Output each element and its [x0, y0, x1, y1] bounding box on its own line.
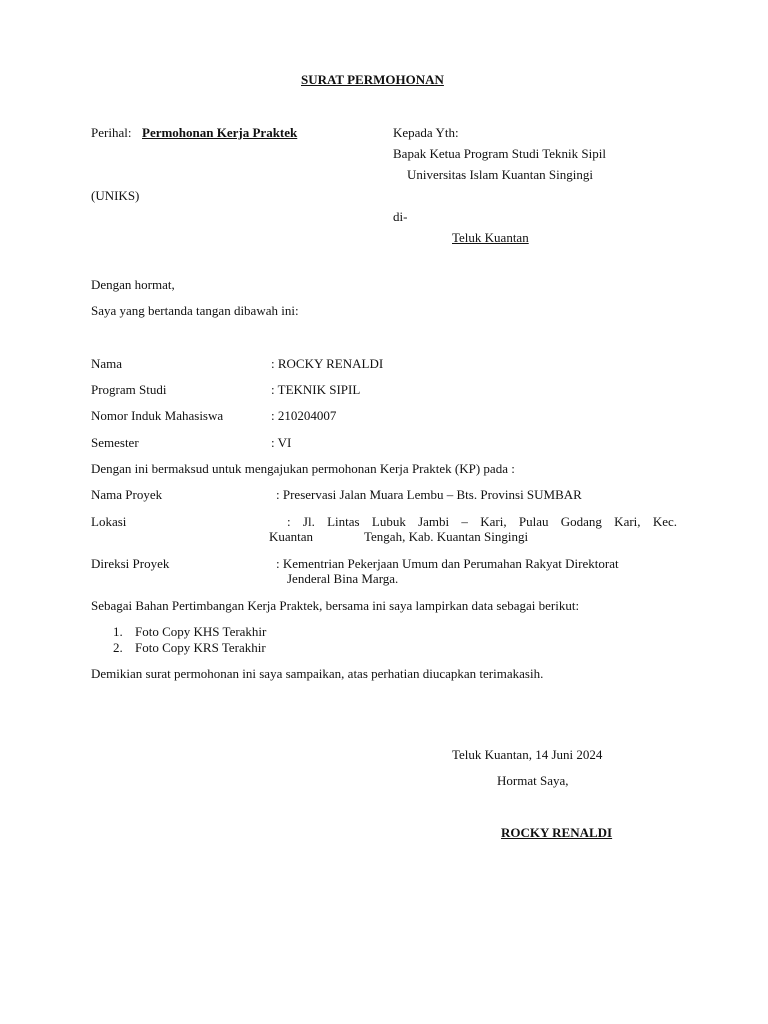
project-location-line-2b: Tengah, Kab. Kuantan Singingi	[364, 529, 529, 544]
signature-name: ROCKY RENALDI	[501, 825, 613, 840]
project-location-line-2a: Kuantan	[269, 529, 314, 544]
signature-respect: Hormat Saya,	[497, 773, 569, 788]
salutation: Dengan hormat,	[91, 277, 175, 292]
perihal-value: Permohonan Kerja Praktek	[142, 125, 298, 140]
signature-place-date: Teluk Kuantan, 14 Juni 2024	[452, 747, 603, 762]
purpose-text: Dengan ini bermaksud untuk mengajukan permohonan Kerja Praktek (KP) pada :	[91, 461, 515, 476]
attachments-intro: Sebagai Bahan Pertimbangan Kerja Praktek, bersama ini saya lampirkan data sebagai berikut:	[91, 598, 580, 613]
identity-value-nim: : 210204007	[271, 408, 337, 423]
recipient-greeting: Kepada Yth:	[393, 125, 459, 140]
identity-value-semester: : VI	[271, 435, 292, 450]
recipient-line-3: (UNIKS)	[91, 188, 140, 203]
attachment-text: Foto Copy KHS Terakhir	[135, 624, 267, 639]
project-location-label: Lokasi	[91, 514, 127, 529]
identity-label-program: Program Studi	[91, 382, 167, 397]
letter-title: SURAT PERMOHONAN	[301, 72, 444, 87]
closing-text: Demikian surat permohonan ini saya sampaikan, atas perhatian diucapkan terimakasih.	[91, 666, 544, 681]
recipient-place: Teluk Kuantan	[452, 230, 529, 245]
identity-label-name: Nama	[91, 356, 123, 371]
identity-value-program: : TEKNIK SIPIL	[271, 382, 361, 397]
project-name-label: Nama Proyek	[91, 487, 163, 502]
recipient-line-1: Bapak Ketua Program Studi Teknik Sipil	[393, 146, 606, 161]
project-direction-label: Direksi Proyek	[91, 556, 170, 571]
project-direction-line-2: Jenderal Bina Marga.	[287, 571, 399, 586]
attachment-text: Foto Copy KRS Terakhir	[135, 640, 266, 655]
recipient-di: di-	[393, 209, 408, 224]
project-location-line-1: : Jl. Lintas Lubuk Jambi – Kari, Pulau Godang Kari, Kec.	[287, 514, 677, 529]
project-name-value: : Preservasi Jalan Muara Lembu – Bts. Provinsi SUMBAR	[276, 487, 582, 502]
attachment-number: 2.	[113, 640, 123, 655]
identity-value-name: : ROCKY RENALDI	[271, 356, 384, 371]
perihal-label: Perihal:	[91, 125, 132, 140]
intro-text: Saya yang bertanda tangan dibawah ini:	[91, 303, 299, 318]
identity-label-semester: Semester	[91, 435, 139, 450]
recipient-line-2: Universitas Islam Kuantan Singingi	[407, 167, 593, 182]
identity-label-nim: Nomor Induk Mahasiswa	[91, 408, 224, 423]
attachment-number: 1.	[113, 624, 123, 639]
project-direction-line-1: : Kementrian Pekerjaan Umum dan Perumahan Rakyat Direktorat	[276, 556, 619, 571]
